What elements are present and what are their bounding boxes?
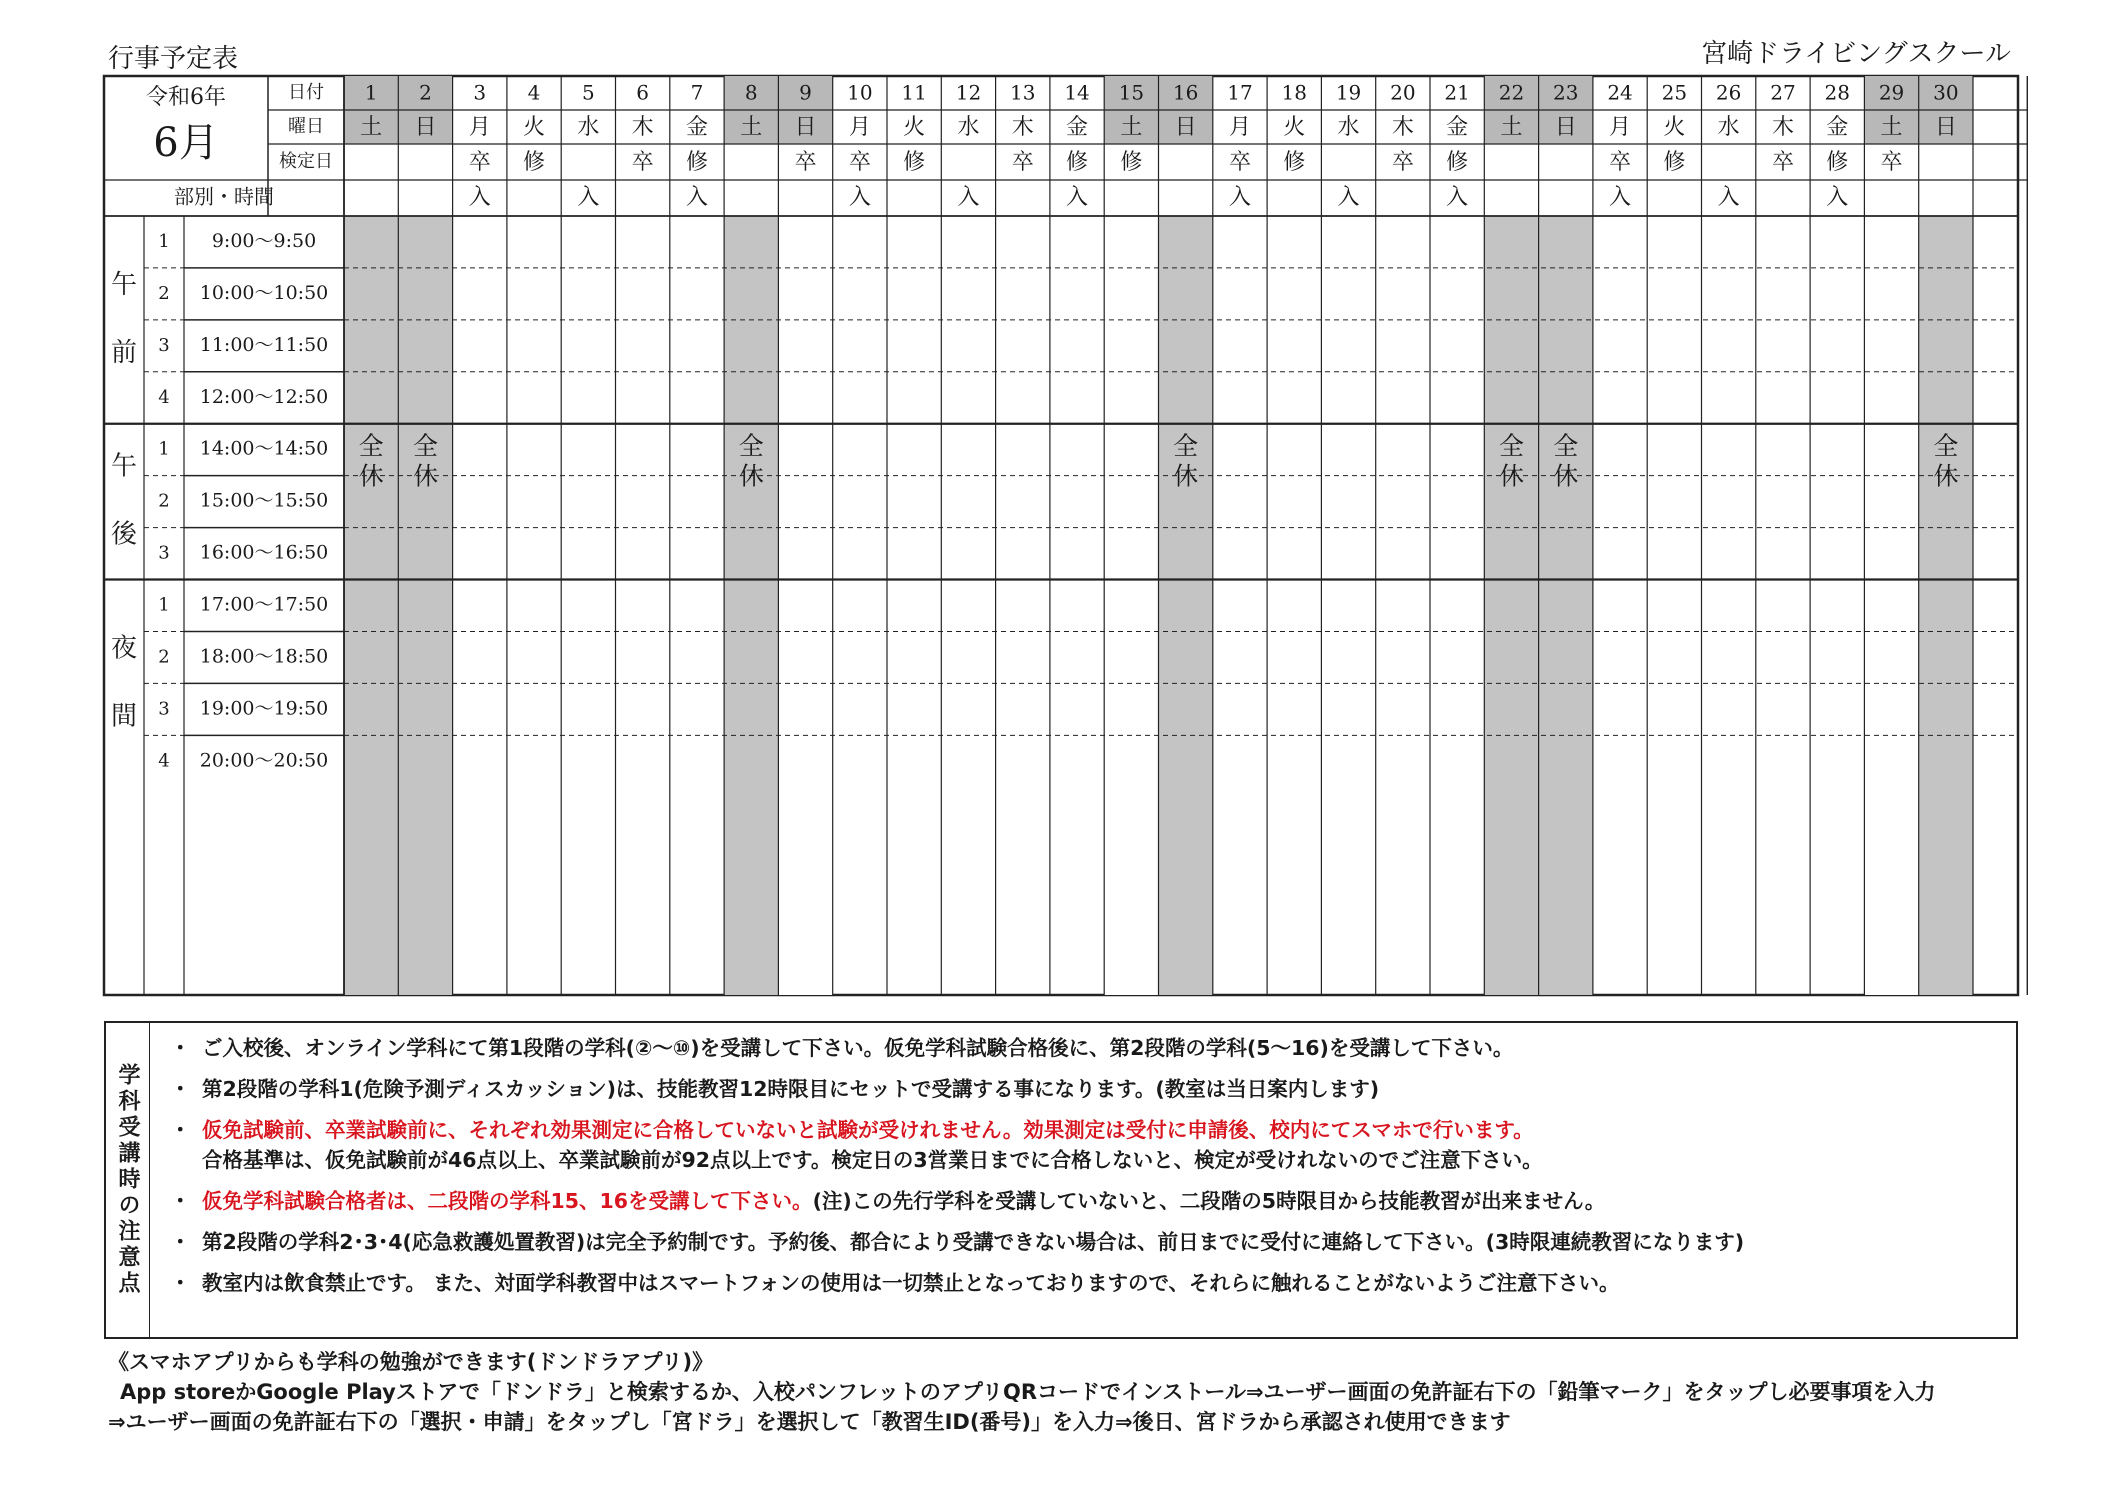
weekday: 金 [1066,115,1089,140]
day-number: 26 [1715,80,1742,105]
day-column-shade [1484,216,1538,995]
day-number: 13 [1010,80,1036,105]
weekday: 水 [1717,115,1740,140]
weekday: 火 [1283,115,1306,140]
note-text: (注)この先行学科を受講していないと、二段階の5時限目から技能教習が出来ません。 [812,1189,1606,1213]
closed-label: 全 [1498,431,1524,461]
note-item [170,1227,2006,1257]
exam-mark-top: 卒 [631,150,654,175]
exam-mark-top: 卒 [1391,150,1414,175]
period-number: 2 [158,282,170,304]
weekday: 金 [1826,115,1849,140]
exam-mark-top: 修 [523,150,546,175]
closed-label: 全 [738,431,764,461]
day-number: 5 [581,80,595,105]
weekday: 日 [794,115,817,140]
section-name: 後 [110,519,138,550]
day-number: 14 [1064,80,1090,105]
note-text: 第2段階の学科2･3･4(応急救護処置教習)は完全予約制です。予約後、都合により受講できない場合は、前日までに受付に連絡して下さい。(3時限連続教習になります) [202,1230,1745,1254]
exam-mark-top: 修 [1663,150,1686,175]
note-warning-text: 仮免学科試験合格者は、二段階の学科15、16を受講して下さい。 [202,1189,813,1213]
app-title: 《スマホアプリからも学科の勉強ができます(ドンドラアプリ)》 [108,1350,714,1374]
label-exam: 検定日 [279,151,333,172]
day-number: 11 [901,80,927,105]
closed-label: 休 [1553,461,1579,491]
label-section-time: 部別・時間 [174,184,274,209]
weekday: 木 [1011,115,1034,140]
notes-box [104,1021,2018,1339]
weekday: 水 [1337,115,1360,140]
weekday: 火 [523,115,546,140]
closed-label: 休 [1933,461,1959,491]
day-number: 27 [1770,80,1796,105]
weekday: 月 [848,115,871,140]
day-column-shade [778,216,832,995]
day-number: 29 [1878,80,1905,105]
note-item [170,1074,2006,1104]
closed-label: 休 [1173,461,1199,491]
exam-mark-top: 卒 [848,150,871,175]
period-number: 4 [158,750,170,772]
exam-mark-top: 修 [1066,150,1089,175]
period-number: 1 [158,438,170,460]
exam-mark-top: 卒 [1011,150,1034,175]
day-column-shade [344,216,398,995]
closed-label: 全 [412,431,438,461]
day-number: 19 [1335,80,1362,105]
notes-list [170,1033,2006,1309]
day-number: 10 [847,80,873,105]
day-number: 25 [1661,80,1688,105]
day-number: 9 [799,80,812,105]
section-name: 午 [110,451,138,482]
day-number: 3 [473,80,487,105]
label-date: 日付 [288,82,324,103]
note-item [170,1033,2006,1063]
day-number: 7 [690,80,704,105]
closed-label: 全 [1933,431,1959,461]
weekday: 土 [1120,115,1143,140]
note-subtext: 合格基準は、仮免試験前が46点以上、卒業試験前が92点以上です。検定日の3営業日までに合格しないと、検定が受けれないのでご注意下さい。 [202,1148,1543,1172]
exam-mark-top: 卒 [1880,150,1903,175]
section-name: 午 [110,269,138,300]
day-number: 12 [955,80,982,105]
school-name: 宮崎ドライビングスクール [1701,39,2011,69]
day-column-shade [1539,216,1593,995]
exam-mark-top: 修 [1283,150,1306,175]
weekday: 木 [1391,115,1414,140]
period-number: 1 [158,594,170,616]
weekday: 月 [468,115,491,140]
note-item [170,1268,2006,1298]
closed-label: 休 [738,461,764,491]
exam-mark-bottom: 入 [1609,185,1632,210]
note-warning-text: 仮免試験前、卒業試験前に、それぞれ効果測定に合格していないと試験が受けれません。効果測定は受付に申請後、校内にてスマホで行います。 [202,1118,1534,1142]
page-title: 行事予定表 [108,44,239,74]
exam-mark-top: 修 [1120,150,1143,175]
exam-mark-top: 修 [1446,150,1469,175]
period-number: 3 [158,698,170,720]
weekday: 土 [740,115,763,140]
closed-label: 全 [1553,431,1579,461]
period-time: 9:00〜9:50 [211,229,317,252]
period-time: 12:00〜12:50 [199,385,329,408]
exam-mark-bottom: 入 [1446,185,1469,210]
day-column-shade [398,216,452,995]
exam-mark-bottom: 入 [1228,185,1251,210]
day-number: 1 [364,80,378,105]
day-number: 21 [1444,80,1470,105]
month-label: 6月 [153,120,219,166]
exam-mark-bottom: 入 [1066,185,1089,210]
period-number: 4 [158,386,170,408]
day-number: 2 [419,80,432,105]
day-number: 4 [527,80,541,105]
exam-mark-top: 卒 [1771,150,1794,175]
period-number: 1 [158,230,170,252]
weekday: 日 [414,115,437,140]
weekday: 金 [1446,115,1469,140]
period-time: 10:00〜10:50 [199,281,329,304]
day-number: 22 [1498,80,1525,105]
section-name: 前 [110,337,138,368]
closed-label: 休 [412,461,438,491]
weekday: 金 [685,115,708,140]
day-number: 28 [1824,80,1850,105]
app-info [108,1347,1936,1437]
day-number: 6 [636,80,650,105]
weekday: 日 [1174,115,1197,140]
period-number: 2 [158,490,170,512]
day-number: 20 [1390,80,1416,105]
period-time: 11:00〜11:50 [199,333,329,356]
section-name: 夜 [110,633,138,664]
day-number: 23 [1553,80,1579,105]
weekday: 木 [631,115,654,140]
day-number: 16 [1172,80,1199,105]
weekday: 土 [360,115,383,140]
day-column-shade [724,216,778,995]
exam-mark-top: 卒 [468,150,491,175]
app-line-1: App storeかGoogle Playストアで「ドンドラ」と検索するか、入校パンフレットのアプリQRコードでインストール⇒ユーザー画面の免許証右下の「鉛筆マーク」をタップし必要事項を入力 [120,1380,1936,1404]
weekday: 火 [903,115,926,140]
weekday: 日 [1934,115,1957,140]
exam-mark-bottom: 入 [1717,185,1740,210]
exam-mark-top: 卒 [1228,150,1251,175]
note-item [170,1186,2006,1216]
day-number: 24 [1607,80,1633,105]
exam-mark-top: 修 [903,150,926,175]
weekday: 土 [1880,115,1903,140]
closed-label: 休 [1498,461,1524,491]
note-text: 第2段階の学科1(危険予測ディスカッション)は、技能教習12時限目にセットで受講する事になります。(教室は当日案内します) [202,1077,1380,1101]
day-column-shade [1919,216,1973,995]
exam-mark-bottom: 入 [577,185,600,210]
period-time: 20:00〜20:50 [199,749,329,772]
closed-label: 休 [358,461,384,491]
exam-mark-bottom: 入 [468,185,491,210]
period-time: 19:00〜19:50 [199,697,329,720]
closed-label: 全 [358,431,384,461]
weekday: 水 [577,115,600,140]
weekday: 土 [1500,115,1523,140]
note-text: 教室内は飲食禁止です。 また、対面学科教習中はスマートフォンの使用は一切禁止となっておりますので、それらに触れることがないようご注意下さい。 [202,1271,1620,1295]
period-time: 18:00〜18:50 [199,645,329,668]
app-line-2: ⇒ユーザー画面の免許証右下の「選択・申請」をタップし「宮ドラ」を選択して「教習生ID(番号)」を入力⇒後日、宮ドラから承認され使用できます [108,1410,1511,1434]
exam-mark-bottom: 入 [1337,185,1360,210]
exam-mark-top: 修 [685,150,708,175]
closed-label: 全 [1173,431,1199,461]
exam-mark-top: 修 [1826,150,1849,175]
day-number: 17 [1227,80,1253,105]
weekday: 月 [1609,115,1632,140]
day-column-shade [1104,216,1158,995]
day-column-shade [1864,216,1918,995]
exam-mark-bottom: 入 [1826,185,1849,210]
exam-mark-bottom: 入 [848,185,871,210]
period-number: 3 [158,334,170,356]
period-time: 16:00〜16:50 [199,541,329,564]
period-number: 2 [158,646,170,668]
day-column-shade [1159,216,1213,995]
era-year: 令和6年 [146,85,226,110]
period-number: 3 [158,542,170,564]
period-time: 14:00〜14:50 [199,437,329,460]
weekday: 水 [957,115,980,140]
day-number: 30 [1933,80,1959,105]
exam-mark-top: 卒 [794,150,817,175]
weekday: 月 [1228,115,1251,140]
day-number: 18 [1281,80,1307,105]
notes-side-label: 学科受講時の注意点 [106,1023,150,1337]
weekday: 日 [1554,115,1577,140]
day-number: 8 [744,80,758,105]
weekday: 木 [1771,115,1794,140]
period-time: 17:00〜17:50 [199,593,329,616]
exam-mark-top: 卒 [1609,150,1632,175]
note-text: ご入校後、オンライン学科にて第1段階の学科(②〜⑩)を受講して下さい。仮免学科試験合格後に、第2段階の学科(5〜16)を受講して下さい。 [202,1036,1514,1060]
period-time: 15:00〜15:50 [199,489,329,512]
day-number: 15 [1118,80,1145,105]
exam-mark-bottom: 入 [957,185,980,210]
weekday: 火 [1663,115,1686,140]
label-weekday: 曜日 [288,116,324,137]
exam-mark-bottom: 入 [685,185,708,210]
note-item [170,1115,2006,1175]
section-name: 間 [110,701,138,732]
